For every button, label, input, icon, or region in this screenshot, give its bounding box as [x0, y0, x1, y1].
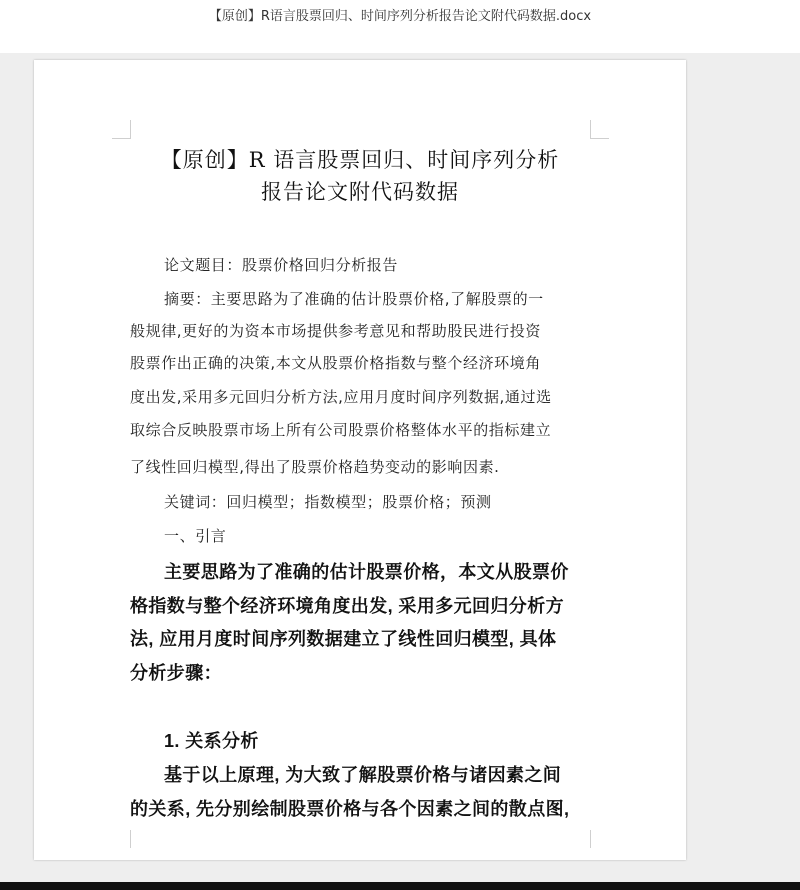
- abstract-line: 般规律,更好的为资本市场提供参考意见和帮助股民进行投资: [130, 322, 541, 340]
- paper-topic: 论文题目：股票价格回归分析报告: [164, 256, 399, 274]
- margin-corner-top-left: [112, 120, 131, 139]
- window-titlebar: [0, 0, 800, 53]
- keywords: 关键词：回归模型；指数模型；股票价格；预测: [164, 493, 492, 511]
- abstract-line: 摘要：主要思路为了准确的估计股票价格,了解股票的一: [164, 290, 544, 308]
- window-title: 【原创】R语言股票回归、时间序列分析报告论文附代码数据.docx: [208, 9, 592, 24]
- document-title-line-1: 【原创】R 语言股票回归、时间序列分析: [160, 148, 560, 172]
- margin-corner-bottom-right: [590, 830, 609, 848]
- bold-paragraph-line: 主要思路为了准确的估计股票价格，本文从股票价: [164, 562, 569, 582]
- margin-corner-top-right: [590, 120, 609, 139]
- bold-paragraph-line: 的关系, 先分别绘制股票价格与各个因素之间的散点图,: [130, 799, 570, 819]
- abstract-line: 股票作出正确的决策,本文从股票价格指数与整个经济环境角: [130, 354, 541, 372]
- bold-paragraph-line: 法, 应用月度时间序列数据建立了线性回归模型, 具体: [130, 629, 557, 649]
- bold-paragraph-line: 格指数与整个经济环境角度出发, 采用多元回归分析方: [130, 596, 564, 616]
- subsection-heading: 1. 关系分析: [164, 731, 259, 751]
- bottom-bar: [0, 882, 800, 890]
- bold-paragraph-line: 基于以上原理, 为大致了解股票价格与诸因素之间: [164, 765, 562, 785]
- document-title-line-2: 报告论文附代码数据: [261, 180, 459, 204]
- bold-paragraph-line: 分析步骤：: [130, 663, 222, 683]
- document-page[interactable]: [34, 60, 686, 860]
- section-heading-introduction: 一、引言: [164, 527, 227, 545]
- abstract-line: 度出发,采用多元回归分析方法,应用月度时间序列数据,通过选: [130, 388, 552, 406]
- margin-corner-bottom-left: [112, 830, 131, 848]
- abstract-line: 了线性回归模型,得出了股票价格趋势变动的影响因素.: [130, 458, 500, 476]
- abstract-line: 取综合反映股票市场上所有公司股票价格整体水平的指标建立: [130, 421, 552, 439]
